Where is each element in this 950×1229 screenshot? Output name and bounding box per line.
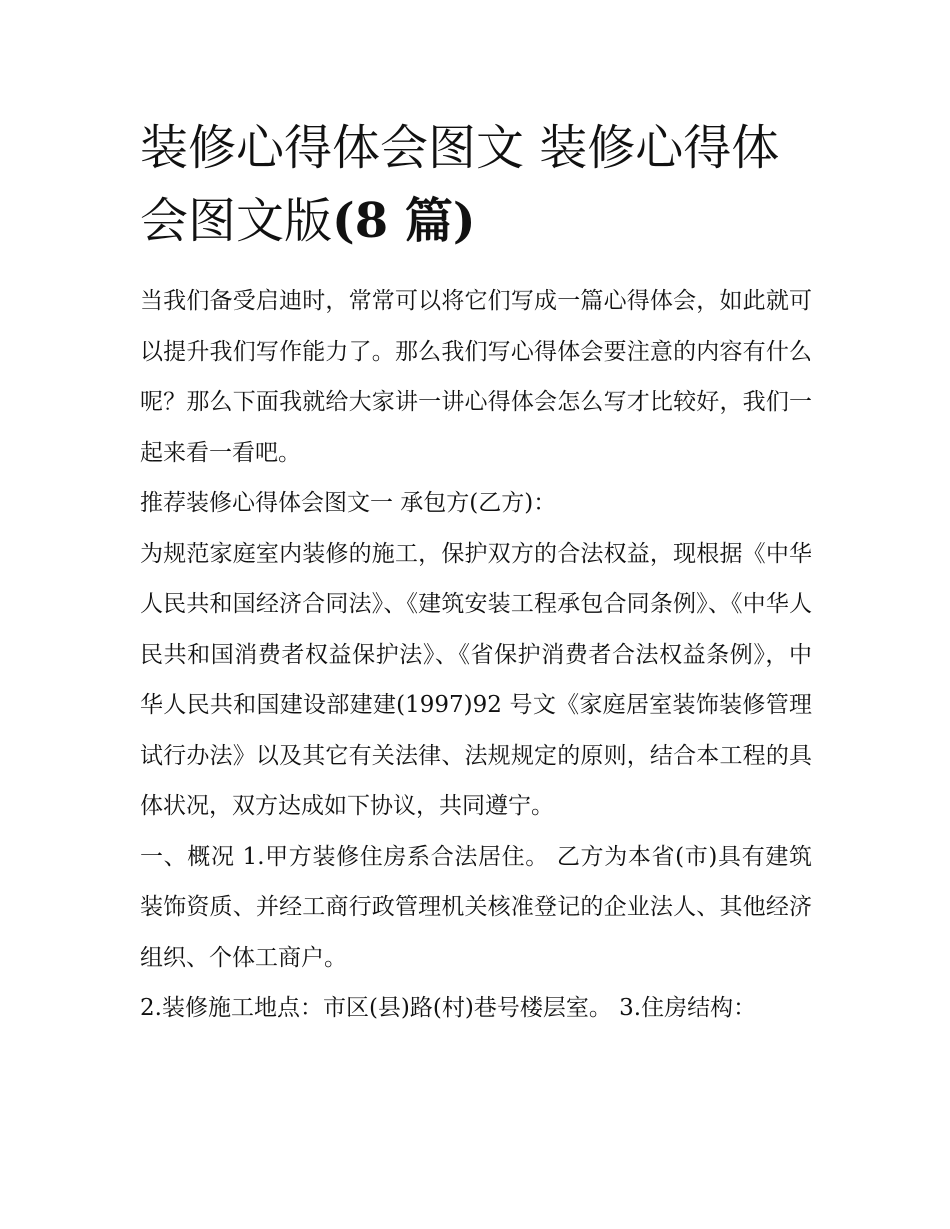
document-title-main: 装修心得体会图文 装修心得体会图文版 — [140, 120, 780, 249]
body-paragraph: 为规范家庭室内装修的施工，保护双方的合法权益，现根据《中华人民共和国经济合同法》、《建筑安装工程承包合同条例》、《中华人民共和国消费者权益保护法》、《省保护消费者合法权益条例》，中华人民共和国建设部建建(1997)92 号文《家庭居室装饰装修管理试行办法》以及其它有关法律、法规规定的原则，结合本工程的具体状况，双方达成如下协议，共同遵宁。 — [140, 540, 812, 819]
intro-paragraph: 当我们备受启迪时，常常可以将它们写成一篇心得体会，如此就可以提升我们写作能力了。那么我们写心得体会要注意的内容有什么呢？那么下面我就给大家讲一讲心得体会怎么写才比较好，我们一起来看一看吧。 — [140, 288, 812, 466]
section-subheading: 推荐装修心得体会图文一 承包方(乙方)： — [140, 490, 557, 516]
location-paragraph: 2.装修施工地点：市区(县)路(村)巷号楼层室。 3.住房结构： — [140, 995, 757, 1021]
overview-paragraph: 一、概况 1.甲方装修住房系合法居住。 乙方为本省(市)具有建筑装饰资质、并经工商行政管理机关核准登记的企业法人、其他经济组织、个体工商户。 — [140, 843, 812, 971]
document-title — [140, 112, 812, 258]
document-title-count: (8 篇) — [332, 193, 476, 249]
document-content — [140, 112, 812, 1034]
